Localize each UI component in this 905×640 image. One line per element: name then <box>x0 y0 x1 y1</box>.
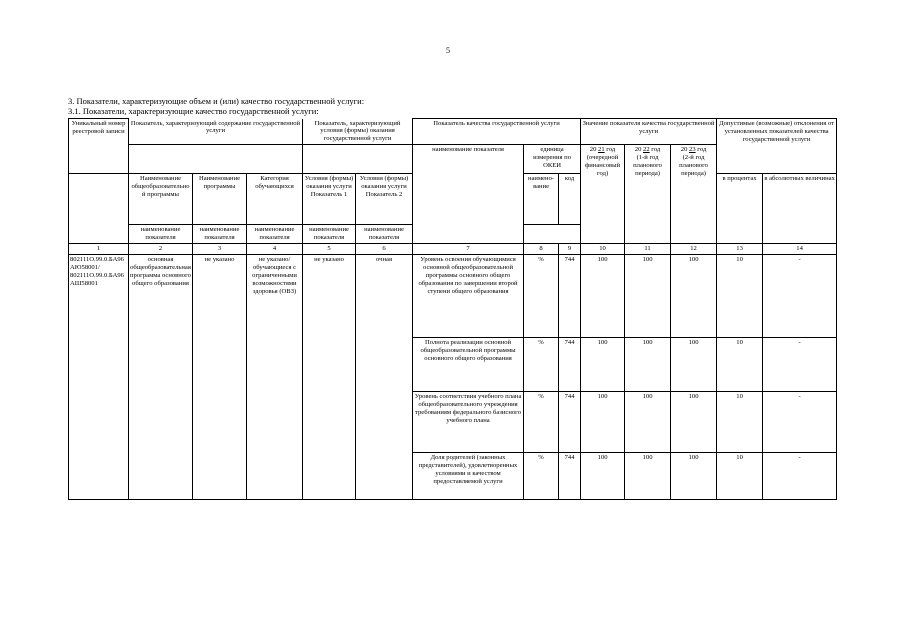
subsection-title: 3.1. Показатели, характеризующие качество государственной услуги: <box>68 106 319 116</box>
record-conditions-2: очная <box>356 254 413 499</box>
column-number: 1 <box>69 244 129 255</box>
indicator-deviation-percent: 10 <box>717 337 763 391</box>
header-registry-blank <box>69 174 129 244</box>
sub-indicator-name-5: наименование показателя <box>303 225 356 244</box>
header-deviations: Допустимые (возможные) отклонения от установленных показателей качества государственной услуги <box>717 119 837 174</box>
indicator-deviation-absolute: - <box>763 391 837 452</box>
indicator-value-2023: 100 <box>671 337 717 391</box>
column-number: 13 <box>717 244 763 255</box>
indicator-deviation-absolute: - <box>763 452 837 499</box>
indicator-value-2021: 100 <box>581 337 625 391</box>
column-number: 12 <box>671 244 717 255</box>
header-year-2023 <box>671 145 717 244</box>
indicator-value-2022: 100 <box>625 254 671 337</box>
year-2023-suffix: год <box>697 146 707 154</box>
indicator-value-2023: 100 <box>671 452 717 499</box>
header-conditions-blank <box>303 145 413 174</box>
header-sub-conditions-1: Условия (формы) оказания услуги Показатель 1 <box>303 174 356 225</box>
year-2023-note: (2-й год планового периода) <box>679 154 708 177</box>
header-registry-number: Уникальный номер реестровой записи <box>69 119 129 174</box>
indicator-deviation-absolute: - <box>763 337 837 391</box>
header-quality-indicator: Показатель качества государственной услуги <box>413 119 581 145</box>
header-sub-name: Наименование программы <box>193 174 247 225</box>
sub-indicator-name-3: наименование показателя <box>193 225 247 244</box>
indicator-unit: % <box>524 452 559 499</box>
indicator-value-2021: 100 <box>581 254 625 337</box>
column-number: 7 <box>413 244 524 255</box>
header-in-absolute: в абсолютных величинах <box>763 174 837 244</box>
indicator-deviation-percent: 10 <box>717 254 763 337</box>
indicator-code: 744 <box>559 391 581 452</box>
column-number: 11 <box>625 244 671 255</box>
header-unit-code: код <box>559 174 581 225</box>
sub-indicator-name-4: наименование показателя <box>247 225 303 244</box>
indicator-code: 744 <box>559 452 581 499</box>
indicator-name: Уровень соответствия учебного плана общеобразовательного учреждения требованиям федерального базисного учебного плана <box>413 391 524 452</box>
header-content-blank <box>129 145 303 174</box>
header-sub-program: Наименование общеобразовательной программы <box>129 174 193 225</box>
column-number: 9 <box>559 244 581 255</box>
indicator-value-2022: 100 <box>625 391 671 452</box>
column-number: 4 <box>247 244 303 255</box>
unit-blank-2 <box>559 225 581 244</box>
indicator-unit: % <box>524 254 559 337</box>
indicator-value-2021: 100 <box>581 452 625 499</box>
header-indicator-name: наименование показателя <box>413 145 524 244</box>
unit-blank-1 <box>524 225 559 244</box>
quality-indicators-table <box>68 118 837 500</box>
indicator-name: Уровень освоения обучающимися основной общеобразовательной программы основного общего образования по завершении второй ступени общего образования <box>413 254 524 337</box>
year-2022-value: 22 <box>643 146 650 154</box>
indicator-deviation-absolute: - <box>763 254 837 337</box>
year-2022-note: (1-й год планового периода) <box>633 154 662 177</box>
header-row-1 <box>69 119 837 145</box>
indicator-value-2023: 100 <box>671 254 717 337</box>
column-number: 14 <box>763 244 837 255</box>
header-unit-name: наимено-вание <box>524 174 559 225</box>
section-title: 3. Показатели, характеризующие объем и (или) качество государственной услуги: <box>68 96 365 106</box>
year-2023-value: 23 <box>689 146 696 154</box>
page-number: 5 <box>446 46 450 55</box>
year-2022-prefix: 20 <box>634 146 642 154</box>
indicator-code: 744 <box>559 254 581 337</box>
header-sub-category: Категория обучающихся <box>247 174 303 225</box>
column-number: 8 <box>524 244 559 255</box>
header-unit-okei: единица измерения по ОКЕИ <box>524 145 581 174</box>
year-2021-prefix: 20 <box>589 146 597 154</box>
indicator-deviation-percent: 10 <box>717 452 763 499</box>
indicator-value-2023: 100 <box>671 391 717 452</box>
year-2023-prefix: 20 <box>680 146 688 154</box>
column-number: 2 <box>129 244 193 255</box>
header-sub-conditions-2: Условия (формы) оказания услуги Показатель 2 <box>356 174 413 225</box>
sub-indicator-name-6: наименование показателя <box>356 225 413 244</box>
column-numbers-row <box>69 244 837 255</box>
record-program: основная общеобразовательная программа основного общего образования <box>129 254 193 499</box>
header-conditions-indicator: Показатель, характеризующий условия (формы) оказания государственной услуги <box>303 119 413 145</box>
record-program-name: не указано <box>193 254 247 499</box>
column-number: 6 <box>356 244 413 255</box>
header-content-indicator: Показатель, характеризующий содержание государственной услуги <box>129 119 303 145</box>
record-conditions-1: не указано <box>303 254 356 499</box>
table-row <box>69 254 837 337</box>
year-2021-suffix: год <box>606 146 616 154</box>
record-registry: 802111О.99.0.БА96АЮ58001/ 802111О.99.0.БА96АШ58001 <box>69 254 129 499</box>
header-year-2021 <box>581 145 625 244</box>
indicator-unit: % <box>524 391 559 452</box>
year-2021-value: 21 <box>598 146 605 154</box>
column-number: 3 <box>193 244 247 255</box>
indicator-unit: % <box>524 337 559 391</box>
header-in-percent: в процентах <box>717 174 763 244</box>
column-number: 10 <box>581 244 625 255</box>
indicator-code: 744 <box>559 337 581 391</box>
indicator-value-2021: 100 <box>581 391 625 452</box>
sub-indicator-name-2: наименование показателя <box>129 225 193 244</box>
indicator-deviation-percent: 10 <box>717 391 763 452</box>
year-2022-suffix: год <box>651 146 661 154</box>
header-quality-value: Значение показателя качества государственной услуги <box>581 119 717 145</box>
indicator-value-2022: 100 <box>625 337 671 391</box>
year-2021-note: (очередной финансовый год) <box>585 154 621 177</box>
record-category: не указано/ обучающиеся с ограниченными возможностями здоровья (ОВЗ) <box>247 254 303 499</box>
indicator-name: Доля родителей (законных представителей), удовлетворенных условиями и качеством предоставляемой услуги <box>413 452 524 499</box>
indicator-value-2022: 100 <box>625 452 671 499</box>
column-number: 5 <box>303 244 356 255</box>
header-year-2022 <box>625 145 671 244</box>
indicator-name: Полнота реализации основной общеобразовательной программы основного общего образования <box>413 337 524 391</box>
